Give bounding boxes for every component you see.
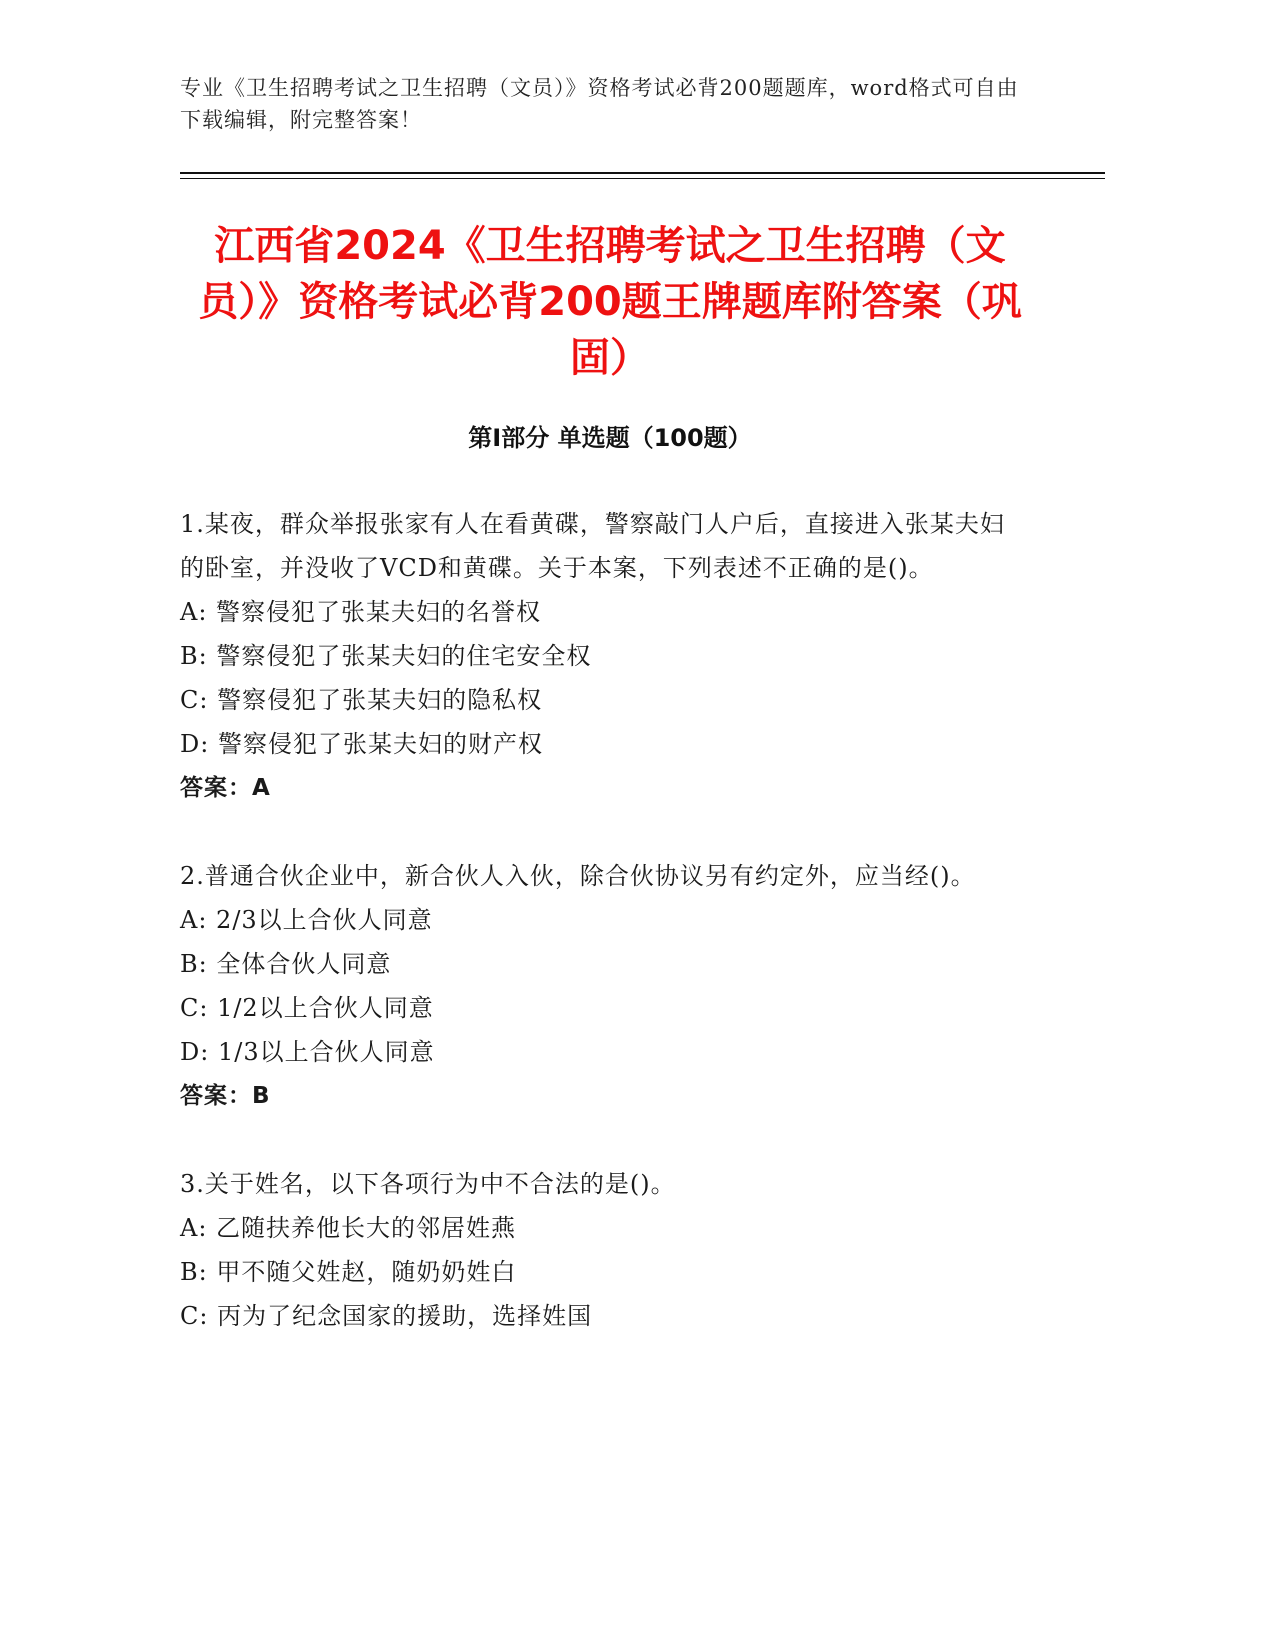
option-d: D: 警察侵犯了张某夫妇的财产权: [180, 730, 543, 758]
question-stem: 3.关于姓名，以下各项行为中不合法的是()。: [180, 1170, 676, 1198]
document-title: 江西省2024《卫生招聘考试之卫生招聘（文员）》资格考试必背200题王牌题库附答案（巩固）: [198, 223, 1022, 381]
question-2: [180, 854, 1025, 1118]
question-3: [180, 1162, 1025, 1338]
question-1: [180, 502, 1025, 810]
option-d: D: 1/3以上合伙人同意: [180, 1038, 435, 1066]
question-stem: 1.某夜，群众举报张家有人在看黄碟，警察敲门人户后，直接进入张某夫妇的卧室，并没收了VCD和黄碟。关于本案，下列表述不正确的是()。: [180, 510, 1005, 582]
option-a: A: 乙随扶养他长大的邻居姓燕: [180, 1214, 517, 1242]
header-divider: [180, 172, 1105, 174]
answer: 答案：A: [180, 775, 271, 801]
option-b: B: 甲不随父姓赵，随奶奶姓白: [180, 1258, 517, 1286]
option-c: C: 丙为了纪念国家的援助，选择姓国: [180, 1302, 593, 1330]
option-a: A: 2/3以上合伙人同意: [180, 906, 433, 934]
option-c: C: 1/2以上合伙人同意: [180, 994, 434, 1022]
answer: 答案：B: [180, 1083, 271, 1109]
header-note: 专业《卫生招聘考试之卫生招聘（文员）》资格考试必背200题题库，word格式可自由下载编辑，附完整答案！: [180, 76, 1019, 132]
question-stem: 2.普通合伙企业中，新合伙人入伙，除合伙协议另有约定外，应当经()。: [180, 862, 976, 890]
section-heading: 第I部分 单选题（100题）: [468, 424, 752, 452]
option-c: C: 警察侵犯了张某夫妇的隐私权: [180, 686, 543, 714]
option-b: B: 警察侵犯了张某夫妇的住宅安全权: [180, 642, 592, 670]
header-divider-thin: [180, 178, 1105, 179]
option-a: A: 警察侵犯了张某夫妇的名誉权: [180, 598, 542, 626]
option-b: B: 全体合伙人同意: [180, 950, 392, 978]
question-list: [180, 502, 1025, 1382]
